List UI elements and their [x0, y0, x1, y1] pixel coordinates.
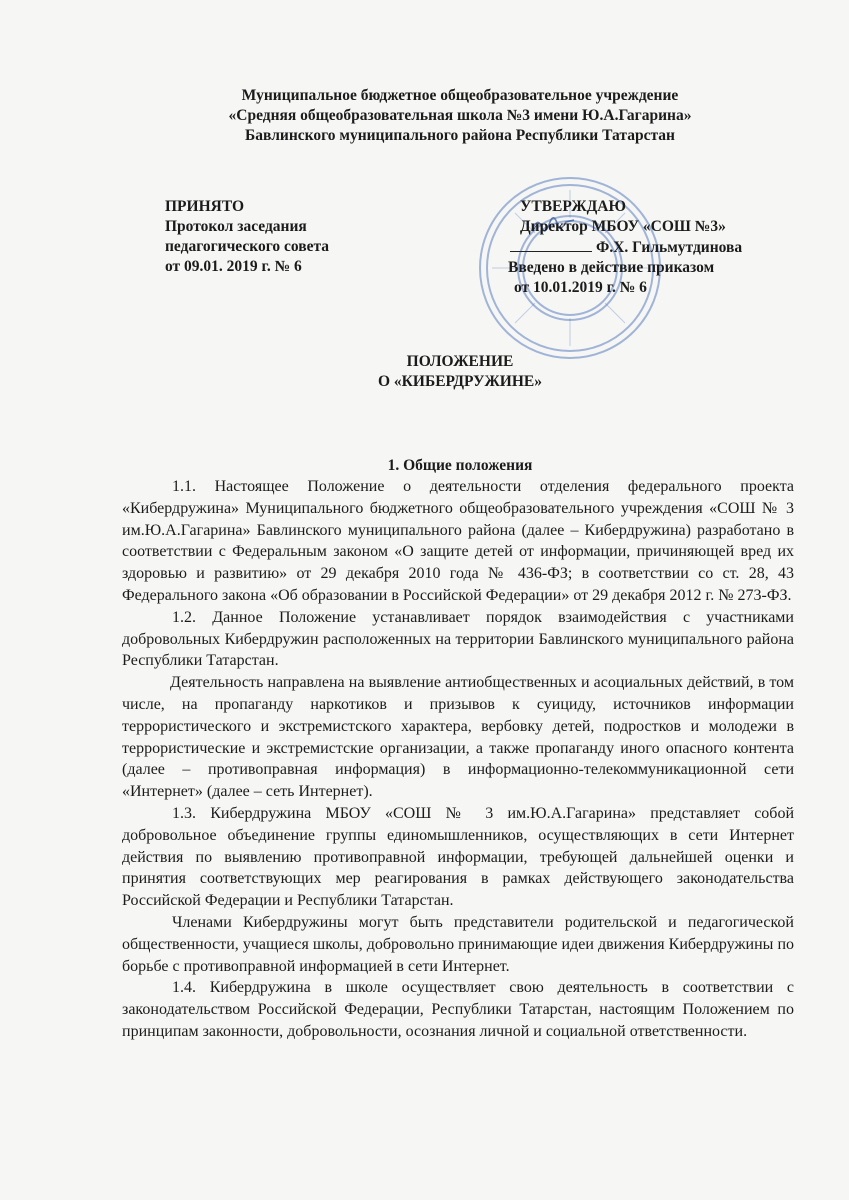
approved-label: УТВЕРЖДАЮ	[520, 198, 626, 215]
accepted-council: педагогического совета	[165, 238, 330, 255]
approved-signature-line	[500, 237, 742, 258]
accepted-label: ПРИНЯТО	[165, 198, 245, 215]
title-line-2: О «КИБЕРДРУЖИНЕ»	[377, 373, 543, 390]
title-line-1: ПОЛОЖЕНИЕ	[406, 353, 514, 370]
accepted-date: от 09.01. 2019 г. № 6	[165, 258, 302, 275]
signature-underline	[510, 237, 592, 252]
paragraph-activity: Деятельность направлена на выявление антиобщественных и асоциальных действий, в том числе, на пропаганду наркотиков и призывов к суициду, источников информации террористического и экстремистского характера, вербовку детей, подростков и молодежи в террористические и экстремистские организации, а также пропаганду иного опасного контента (далее – противоправная информация) в информационно-телекоммуникационной сети «Интернет» (далее – сеть Интернет).	[122, 674, 794, 801]
header-line-3: Бавлинского муниципального района Республики Татарстан	[245, 127, 675, 144]
paragraph-1-3: 1.3. Кибердружина МБОУ «СОШ № 3 им.Ю.А.Гагарина» представляет собой добровольное объединение группы единомышленников, осуществляющих в сети Интернет действия по выявлению противоправной информации, требующей дальнейшей оценки и принятия соответствующих мер реагирования в рамках действующего законодательства Российской Федерации и Республики Татарстан.	[122, 804, 794, 910]
paragraph-1-1: 1.1. Настоящее Положение о деятельности отделения федерального проекта «Кибердружина» Муниципального бюджетного общеобразовательного учреждения «СОШ № 3 им.Ю.А.Гагарина» Бавлинского муниципального района (далее – Кибердружина) разработано в соответствии с Федеральным законом «О защите детей от информации, причиняющей вред их здоровью и развитию» от 29 декабря 2010 года № 436-ФЗ; в соответствии со ст. 28, 43 Федерального закона «Об образовании в Российской Федерации» от 29 декабря 2012 г. № 273-ФЗ.	[122, 478, 794, 604]
section-body	[122, 476, 794, 1043]
institution-header	[110, 86, 810, 146]
approved-order-date: от 10.01.2019 г. № 6	[514, 279, 647, 296]
header-line-2: «Средняя общеобразовательная школа №3 имени Ю.А.Гагарина»	[228, 107, 692, 124]
approved-block	[500, 197, 742, 298]
paragraph-1-2: 1.2. Данное Положение устанавливает порядок взаимодействия с участниками добровольных Кибердружин расположенных на территории Бавлинского муниципального района Республики Татарстан.	[122, 608, 794, 670]
document-title	[300, 352, 620, 392]
paragraph-1-4: 1.4. Кибердружина в школе осуществляет свою деятельность в соответствии с законодательством Российской Федерации, Республики Татарстан, настоящим Положением по принципам законности, добровольности, осознания личной и социальной ответственности.	[122, 979, 794, 1040]
header-line-1: Муниципальное бюджетное общеобразовательное учреждение	[241, 87, 679, 104]
paragraph-members: Членами Кибердружины могут быть представители родительской и педагогической общественности, учащиеся школы, добровольно принимающие идеи движения Кибердружины по борьбе с противоправной информацией в сети Интернет.	[122, 913, 794, 975]
section-heading: 1. Общие положения	[387, 457, 533, 474]
accepted-block	[165, 197, 329, 277]
approved-director: Директор МБОУ «СОШ №3»	[520, 218, 726, 235]
approved-order: Введено в действие приказом	[508, 259, 715, 276]
approved-signer: Ф.Х. Гильмутдинова	[596, 239, 743, 256]
accepted-protocol: Протокол заседания	[165, 218, 307, 235]
